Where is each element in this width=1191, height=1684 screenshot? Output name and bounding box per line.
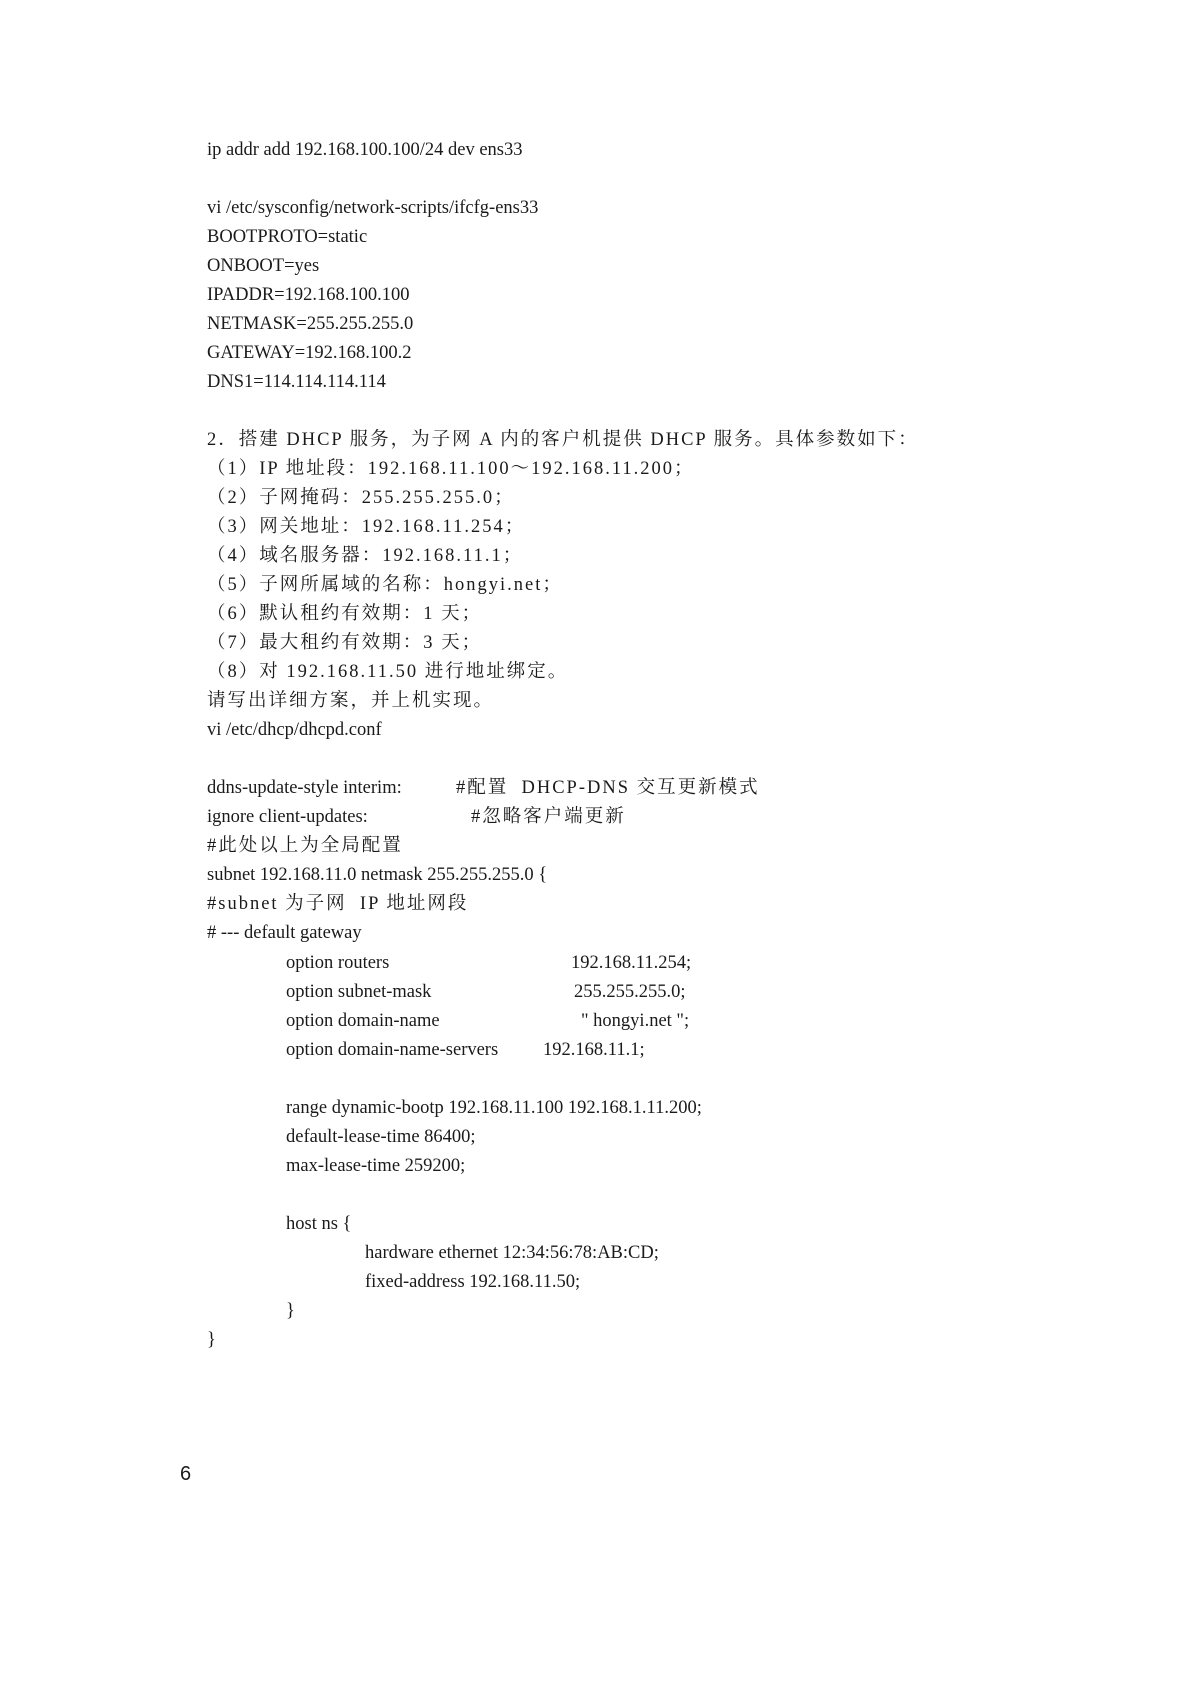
task-item-3: （3）网关地址：192.168.11.254；	[207, 517, 526, 537]
task-item-2: （2）子网掩码：255.255.255.0；	[207, 488, 515, 508]
config-line-gateway: GATEWAY=192.168.100.2	[207, 343, 412, 363]
default-gateway-comment: # --- default gateway	[207, 923, 362, 943]
config-line-bootproto: BOOTPROTO=static	[207, 227, 368, 247]
config-line-ipaddr: IPADDR=192.168.100.100	[207, 285, 410, 305]
global-config-comment: #此处以上为全局配置	[207, 836, 403, 856]
option-subnet-mask-value: 255.255.255.0;	[574, 982, 686, 1002]
subnet-comment: #subnet 为子网 IP 地址网段	[207, 894, 469, 914]
ignore-client-updates-line: ignore client-updates:	[207, 807, 368, 827]
task-item-7: （7）最大租约有效期：3 天；	[207, 633, 483, 653]
range-dynamic-bootp-line: range dynamic-bootp 192.168.11.100 192.168.1.11.200;	[286, 1098, 702, 1118]
config-line-onboot: ONBOOT=yes	[207, 256, 320, 276]
task-item-8: （8）对 192.168.11.50 进行地址绑定。	[207, 662, 569, 682]
vi-dhcpd-command: vi /etc/dhcp/dhcpd.conf	[207, 720, 382, 740]
host-ns-open: host ns {	[286, 1214, 352, 1234]
fixed-address-line: fixed-address 192.168.11.50;	[365, 1272, 581, 1292]
hardware-ethernet-line: hardware ethernet 12:34:56:78:AB:CD;	[365, 1243, 659, 1263]
default-lease-time-line: default-lease-time 86400;	[286, 1127, 476, 1147]
vi-ifcfg-command: vi /etc/sysconfig/network-scripts/ifcfg-ens33	[207, 198, 539, 218]
subnet-close: }	[207, 1330, 216, 1350]
option-domain-name-value: " hongyi.net ";	[581, 1011, 690, 1031]
task-heading: 2．搭建 DHCP 服务，为子网 A 内的客户机提供 DHCP 服务。具体参数如下：	[207, 430, 919, 450]
task-item-5: （5）子网所属域的名称：hongyi.net；	[207, 575, 563, 595]
config-line-netmask: NETMASK=255.255.255.0	[207, 314, 414, 334]
max-lease-time-line: max-lease-time 259200;	[286, 1156, 466, 1176]
host-ns-close: }	[286, 1301, 295, 1321]
ip-addr-command: ip addr add 192.168.100.100/24 dev ens33	[207, 140, 523, 160]
option-routers-value: 192.168.11.254;	[571, 953, 692, 973]
option-routers-key: option routers	[286, 953, 390, 973]
subnet-declaration: subnet 192.168.11.0 netmask 255.255.255.0 {	[207, 865, 548, 885]
option-domain-name-servers-value: 192.168.11.1;	[543, 1040, 645, 1060]
option-domain-name-key: option domain-name	[286, 1011, 440, 1031]
page-number: 6	[180, 1463, 192, 1485]
config-line-dns1: DNS1=114.114.114.114	[207, 372, 386, 392]
ignore-comment: #忽略客户端更新	[471, 807, 626, 827]
task-item-6: （6）默认租约有效期：1 天；	[207, 604, 483, 624]
ddns-comment: #配置 DHCP-DNS 交互更新模式	[456, 778, 760, 798]
option-subnet-mask-key: option subnet-mask	[286, 982, 432, 1002]
task-instruction: 请写出详细方案，并上机实现。	[207, 691, 495, 711]
ddns-update-style-line: ddns-update-style interim:	[207, 778, 402, 798]
task-item-4: （4）域名服务器：192.168.11.1；	[207, 546, 524, 566]
task-item-1: （1）IP 地址段：192.168.11.100～192.168.11.200；	[207, 459, 695, 479]
option-domain-name-servers-key: option domain-name-servers	[286, 1040, 499, 1060]
